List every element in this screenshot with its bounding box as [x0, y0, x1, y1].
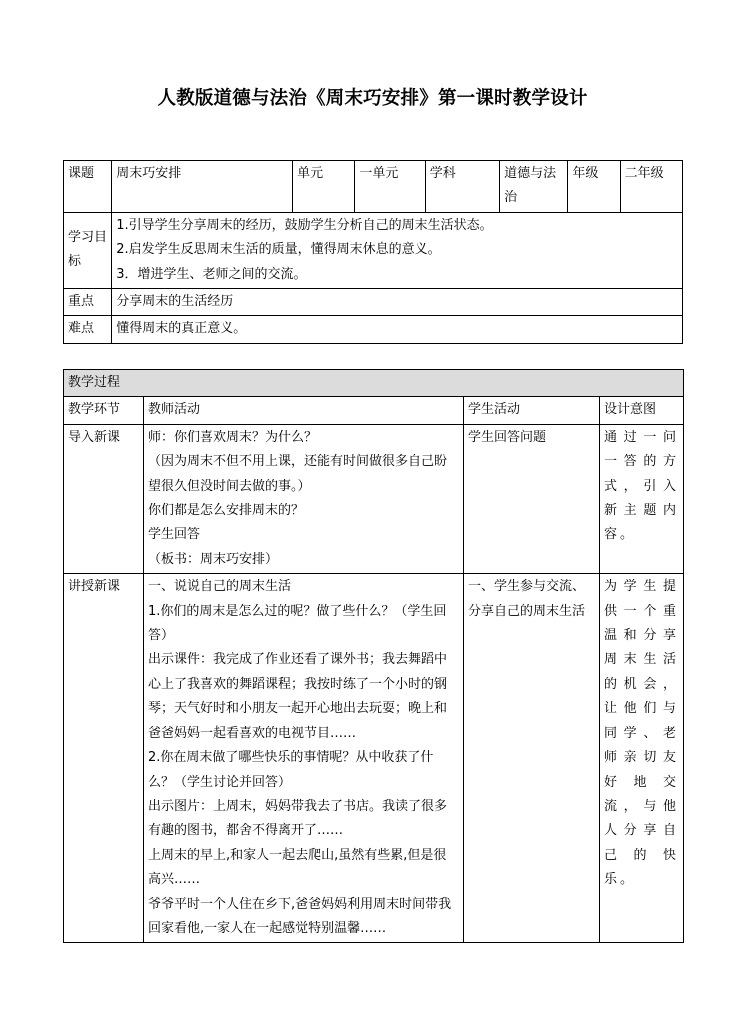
teacher-line: 出示课件：我完成了作业还看了课外书；我去舞蹈中心上了我喜欢的舞蹈课程；我按时练了一个小时的钢琴；天气好时和小朋友一起开心地出去玩耍；晚上和爸爸妈妈一起看喜欢的电视节目……: [148, 652, 448, 741]
course-label: 课题: [64, 161, 112, 213]
teacher-line: 学生回答: [148, 527, 201, 543]
teacher-line: 2.你在周末做了哪些快乐的事情呢？从中收获了什么？（学生讨论并回答）: [148, 750, 434, 790]
info-row-goals: [64, 212, 683, 288]
design-intent-cell: 为学生提供一个重温和分享周末生活的机会，让他们与同学、老师亲切友好地交流，与他人分享自己的快乐。: [600, 574, 684, 943]
header-teacher: 教师活动: [144, 397, 464, 424]
design-intent-cell: 通过一问一答的方式，引入新主题内容。: [600, 424, 684, 573]
unit-label: 单元: [293, 161, 355, 213]
teacher-line: 一、说说自己的周末生活: [148, 579, 292, 595]
stage-cell: 导入新课: [64, 424, 144, 573]
process-section-header: [64, 370, 684, 397]
student-activity-cell: 一、学生参与交流、分享自己的周末生活: [464, 574, 600, 943]
header-student: 学生活动: [464, 397, 600, 424]
header-intent: 设计意图: [600, 397, 684, 424]
teacher-line: （板书：周末巧安排）: [148, 551, 279, 567]
process-row-intro: [64, 424, 684, 573]
key-value: 分享周末的生活经历: [112, 289, 683, 316]
subject-label: 学科: [425, 161, 499, 213]
goal-item: 1.引导学生分享周末的经历，鼓励学生分析自己的周末生活状态。: [116, 217, 493, 233]
student-activity-cell: 学生回答问题: [464, 424, 600, 573]
header-stage: 教学环节: [64, 397, 144, 424]
subject-value: 道德与法治: [500, 161, 568, 213]
course-info-table: [63, 160, 683, 344]
document-title: 人教版道德与法治《周末巧安排》第一课时教学设计: [157, 88, 588, 109]
section-title: 教学过程: [64, 370, 684, 397]
difficulty-value: 懂得周末的真正意义。: [112, 316, 683, 343]
unit-value: 一单元: [355, 161, 425, 213]
teacher-line: 师：你们喜欢周末？为什么？: [148, 429, 318, 445]
process-row-lesson: [64, 574, 684, 943]
key-label: 重点: [64, 289, 112, 316]
difficulty-label: 难点: [64, 316, 112, 343]
info-row-course: [64, 161, 683, 213]
stage-cell: 讲授新课: [64, 574, 144, 943]
teacher-activity-cell: [144, 574, 464, 943]
goal-item: 2.启发学生反思周末生活的质量，懂得周末休息的意义。: [116, 242, 441, 258]
info-row-difficulty: [64, 316, 683, 343]
teacher-line: 上周末的早上,和家人一起去爬山,虽然有些累,但是很高兴……: [148, 847, 447, 888]
goal-item: 3．增进学生、老师之间的交流。: [116, 266, 307, 282]
teacher-activity-cell: [144, 424, 464, 573]
teacher-line: 1.你们的周末是怎么过的呢？做了些什么？（学生回答）: [148, 603, 447, 644]
teacher-line: 爷爷平时一个人住在乡下,爸爸妈妈利用周末时间带我回家看他,一家人在一起感觉特别温馨……: [148, 896, 452, 936]
grade-value: 二年级: [620, 161, 682, 213]
info-row-key: [64, 289, 683, 316]
teaching-process-table: [63, 369, 684, 943]
teacher-line: （因为周末不但不用上课，还能有时间做很多自己盼望很久但没时间去做的事。）: [148, 454, 448, 494]
goals-list: [112, 212, 683, 288]
teacher-line: 你们都是怎么安排周末的？: [148, 503, 305, 519]
goals-label: 学习目标: [64, 212, 112, 288]
course-value: 周末巧安排: [112, 161, 293, 213]
grade-label: 年级: [568, 161, 620, 213]
teacher-line: 出示图片：上周末，妈妈带我去了书店。我读了很多有趣的图书，都舍不得离开了……: [148, 798, 448, 839]
process-column-headers: [64, 397, 684, 424]
